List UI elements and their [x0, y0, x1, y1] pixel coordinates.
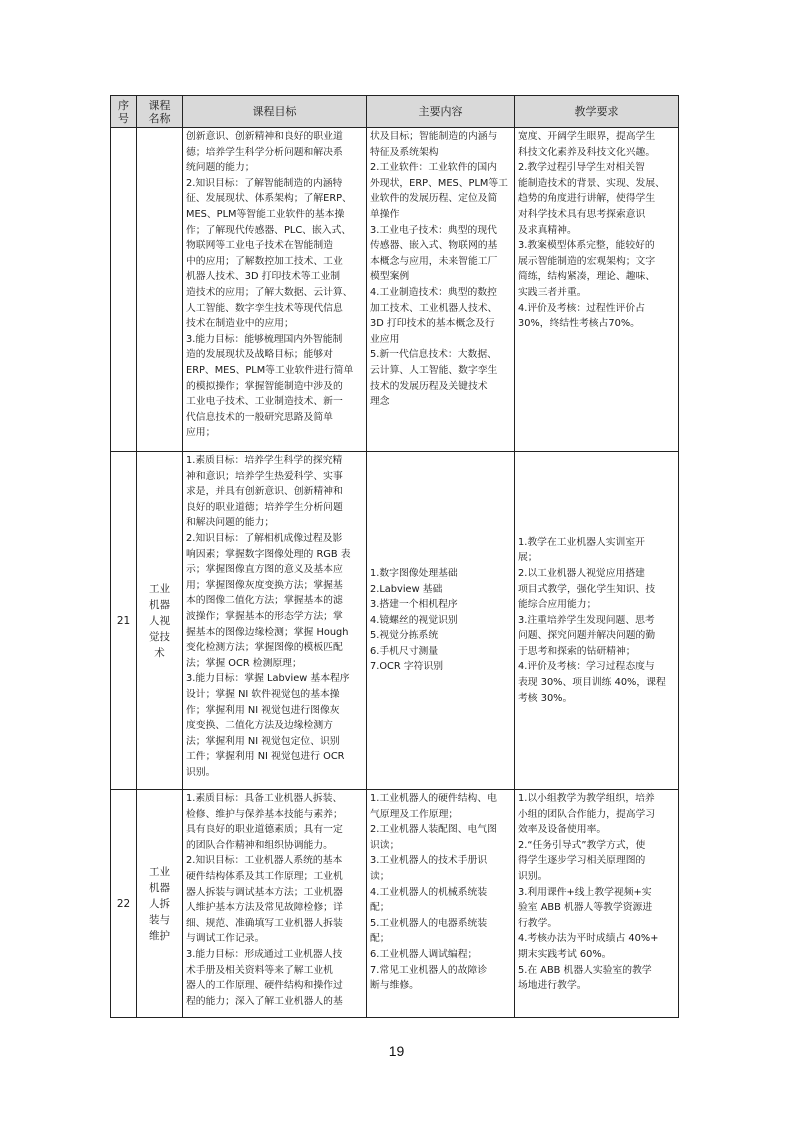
row-number: 21 — [111, 452, 137, 790]
row-course-goal: 1.素质目标：培养学生科学的探究精 神和意识；培养学生热爱科学、实事 求是，并具有创新意识、创新精神和 良好的职业道德；培养学生分析问题 和解决问题的能力； 2.知识目标：了解相机成像过程及影 响因素；掌握数字图像处理的 RGB 表 示；掌握图像直方图的意义及基本应 用；掌握图像灰度变换方法；掌握基 本的图像二值化方法；掌握基本的滤 波操作；掌握基本的形态学方法；掌 握基本的图像边缘检测；掌握 Hough 变化检测方法；掌握图像的模板匹配 法；掌握 OCR 检测原理； 3.能力目标：掌握 Labview 基本程序 设计；掌握 NI 软件视觉包的基本操 作；掌握利用 NI 视觉包进行图像灰 度变换、二值化方法及边缘检测方 法；掌握利用 NI 视觉包定位、识别 工件；掌握利用 NI 视觉包进行 OCR 识别。 — [183, 452, 367, 790]
course-table — [110, 95, 679, 1018]
row-course-name: 工业 机器 人拆 装与 维护 — [137, 790, 183, 1018]
row-course-goal: 创新意识、创新精神和良好的职业道 德；培养学生科学分析问题和解决系 统问题的能力； 2.知识目标：了解智能制造的内涵特 征、发展现状、体系架构；了解ERP、 MES、PLM等智能工业软件的基本操 作；了解现代传感器、PLC、嵌入式、 物联网等工业电子技术在智能制造 中的应用；了解数控加工技术、工业 机器人技术、3D 打印技术等工业制 造技术的应用；了解大数据、云计算、 人工智能、数字孪生技术等现代信息 技术在制造业中的应用； 3.能力目标：能够梳理国内外智能制 造的发展现状及战略目标；能够对 ERP、MES、PLM等工业软件进行简单 的模拟操作；掌握智能制造中涉及的 工业电子技术、工业制造技术、新一 代信息技术的一般研究思路及简单 应用； — [183, 128, 367, 452]
row-teaching-requirement: 1.以小组教学为教学组织，培养 小组的团队合作能力，提高学习 效率及设备使用率。 2.“任务引导式”教学方式，使 得学生逐步学习相关原理图的 识别。 3.利用课件+线上教学视频+实 验室 ABB 机器人等教学资源进 行教学。 4.考核办法为平时成绩占 40%+ 期末实践考试 60%。 5.在 ABB 机器人实验室的教学 场地进行教学。 — [515, 790, 679, 1018]
header-teaching-requirement: 教学要求 — [515, 96, 679, 128]
row-course-name — [137, 128, 183, 452]
row-course-goal: 1.素质目标：具备工业机器人拆装、 检修、维护与保养基本技能与素养； 具有良好的职业道德素质；具有一定 的团队合作精神和组织协调能力。 2.知识目标：工业机器人系统的基本 硬件结构体系及其工作原理；工业机 器人拆装与调试基本方法；工业机器 人维护基本方法及常见故障检修；详 细、规范、准确填写工业机器人拆装 与调试工作记录。 3.能力目标：形成通过工业机器人技 术手册及相关资料等来了解工业机 器人的工作原理、硬件结构和操作过 程的能力；深入了解工业机器人的基 — [183, 790, 367, 1018]
page-number: 19 — [388, 1043, 405, 1059]
row-main-content: 状及目标；智能制造的内涵与 特征及系统架构 2.工业软件：工业软件的国内 外现状，ERP、MES、PLM等工 业软件的发展历程、定位及简 单操作 3.工业电子技术：典型的现代 传感器、嵌入式、物联网的基 本概念与应用，未来智能工厂 模型案例 4.工业制造技术：典型的数控 加工技术、工业机器人技术、 3D 打印技术的基本概念及行 业应用 5.新一代信息技术：大数据、 云计算、人工智能、数字孪生 技术的发展历程及关键技术 理念 — [367, 128, 515, 452]
header-course-name: 课程 名称 — [137, 96, 183, 128]
header-main-content: 主要内容 — [367, 96, 515, 128]
header-number: 序 号 — [111, 96, 137, 128]
row-number — [111, 128, 137, 452]
table-header-row — [111, 96, 679, 128]
header-course-goal: 课程目标 — [183, 96, 367, 128]
table-row — [111, 452, 679, 790]
row-teaching-requirement: 宽度、开阔学生眼界，提高学生 科技文化素养及科技文化兴趣。 2.教学过程引导学生对相关智 能制造技术的背景、实现、发展、 趋势的角度进行讲解，使得学生 对科学技术具有思考探索意识 及求真精神。 3.教案模型体系完整，能较好的 展示智能制造的宏观架构；文字 简练，结构紧凑，理论、趣味、 实践三者并重。 4.评价及考核：过程性评价占 30%，终结性考核占70%。 — [515, 128, 679, 452]
row-main-content: 1.数字图像处理基础 2.Labview 基础 3.搭建一个相机程序 4.镜螺丝的视觉识别 5.视觉分拣系统 6.手机尺寸测量 7.OCR 字符识别 — [367, 452, 515, 790]
row-number: 22 — [111, 790, 137, 1018]
row-course-name: 工业 机器 人视 觉技 术 — [137, 452, 183, 790]
row-teaching-requirement: 1.教学在工业机器人实训室开 展； 2.以工业机器人视觉应用搭建 项目式教学，强化学生知识、技 能综合应用能力； 3.注重培养学生发现问题、思考 问题、探究问题并解决问题的勤 于思考和探索的钻研精神； 4.评价及考核：学习过程态度与 表现 30%、项目训练 40%，课程 考核 30%。 — [515, 452, 679, 790]
row-main-content: 1.工业机器人的硬件结构、电 气原理及工作原理； 2.工业机器人装配图、电气图 识读； 3.工业机器人的技术手册识 读； 4.工业机器人的机械系统装 配； 5.工业机器人的电器系统装 配； 6.工业机器人调试编程； 7.常见工业机器人的故障诊 断与维修。 — [367, 790, 515, 1018]
table-row — [111, 128, 679, 452]
table-row — [111, 790, 679, 1018]
